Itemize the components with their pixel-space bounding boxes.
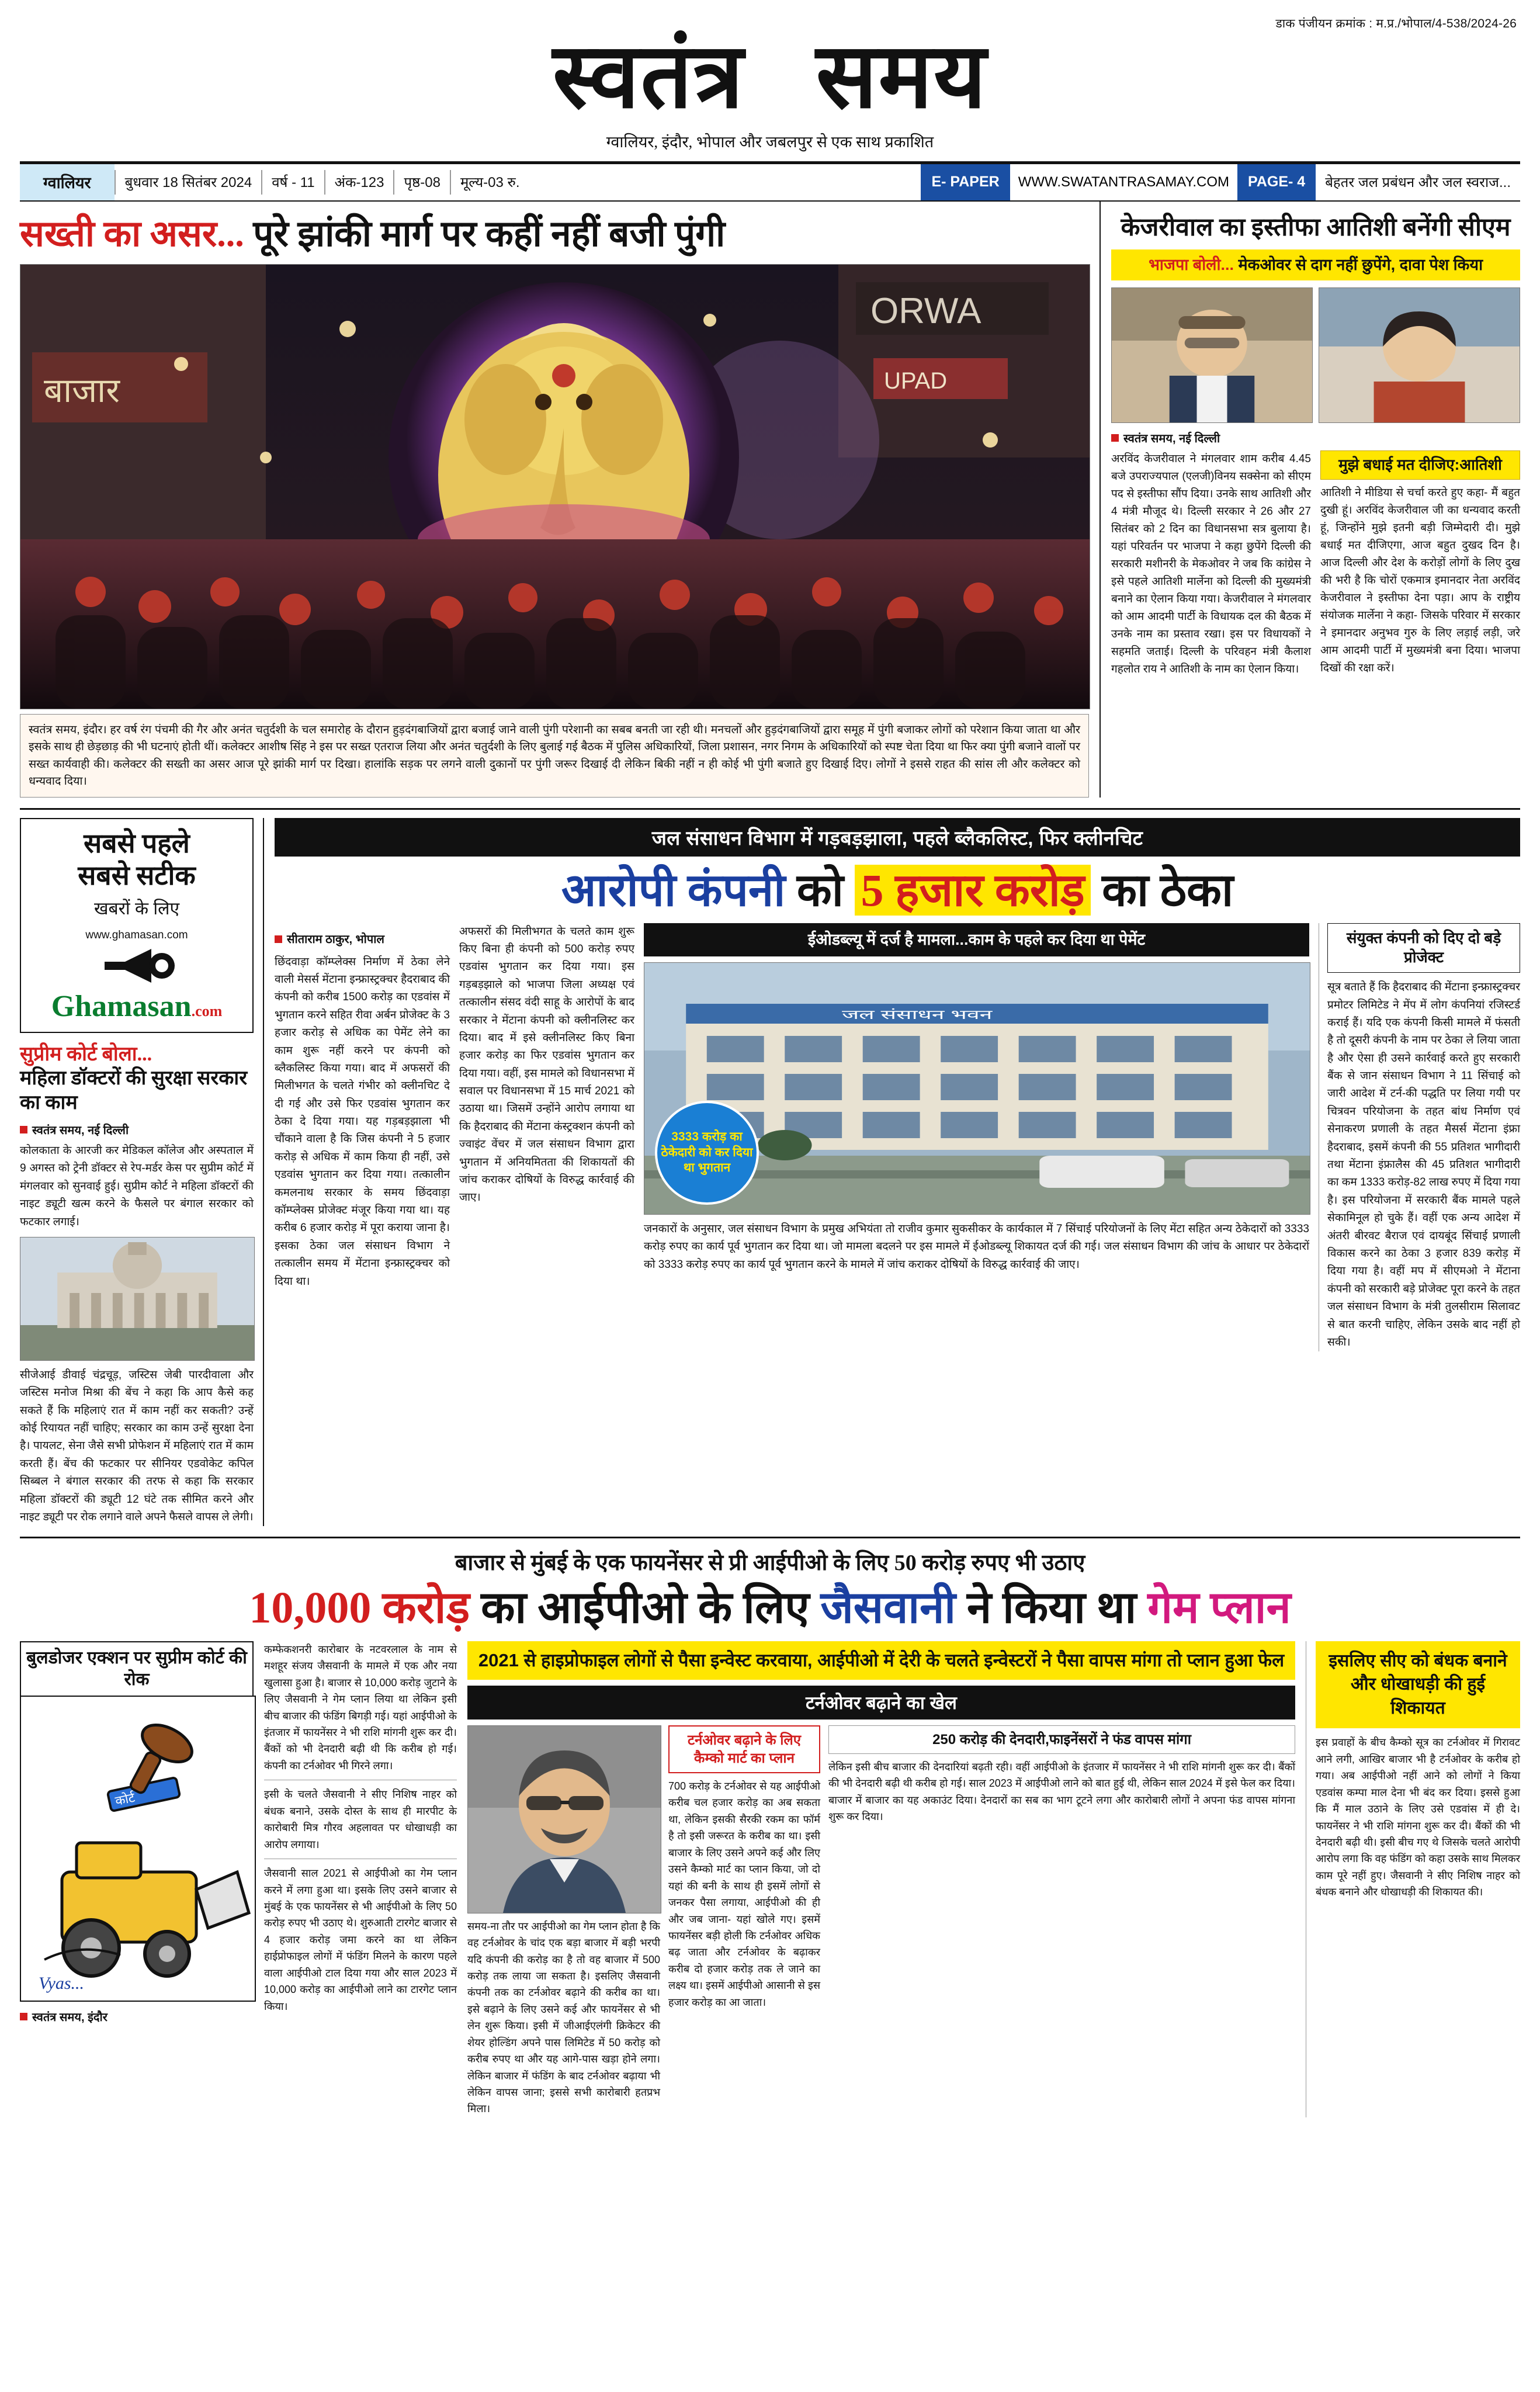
- supreme-court-photo: [20, 1237, 255, 1361]
- sc-body-2: सीजेआई डीवाई चंद्रचूड़, जस्टिस जेबी पारदीवाला और जस्टिस मनोज मिश्रा की बेंच ने कहा कि आप कैसे कह सकते हैं कि महिलाएं रात में काम नहीं कर सकती? उन्हें कोई रियायत नहीं चाहिए; सरकार का काम उन्हें सुरक्षा देना है। पायलट, सेना जैसे सभी प्रोफेशन में महिलाएं रात में काम करती हैं। बेंच की फटकार पर सीनियर एडवोकेट कपिल सिब्बल ने बंगाल सरकार की तरफ से कहा कि सरकार महिला डॉक्टरों की ड्यूटी 12 घंटे तक सीमित करने और नाइट ड्यूटी पर रोक लगाने वाले अपने फैसले वापस ले लेगी।: [20, 1368, 254, 1524]
- rail-byline: [1111, 430, 1520, 446]
- lead-caption: स्वतंत्र समय, इंदौर। हर वर्ष रंग पंचमी की गैर और अनंत चतुर्दशी के चल समारोह के दौरान हुड़दंगबाजियों द्वारा बजाई जाने वाली पुंगी परेशानी का सबब बनती जा रही थी। मनचलों और हुड़दंगबाजियों द्वारा समूह में पुंगी बजाकर लोगों को परेशान किया जाता था और इसके साथ ही छेड़छाड़ की भी घटनाएं होती थीं। कलेक्टर आशीष सिंह ने इस पर सख्त एतराज लिया और अनंत चतुर्दशी के लिए बुलाई गई बैठक में पुलिस अधिकारियों, जिला प्रशासन, नगर निगम के अधिकारियों को स्पष्ट चेता दिया था फिर क्या पुंगी बजाने वालों पर सख्त कार्यवाही की। कलेक्टर की सख्ती का असर आज पूरे झांकी मार्ग पर दिखा। हालांकि सड़क पर लगने वाली दुकानों पर पुंगी जरूर दिखाई दी लेकिन बिकी नहीं न ही कोई भी पुंगी बजाते हुए दिखाई दिए। लोगों ने इससे राहत की सांस ली और कलेक्टर को धन्यवाद दिया।: [20, 714, 1089, 798]
- lead-story: [20, 202, 1089, 798]
- sc-headline-main: महिला डॉक्टरों की सुरक्षा सरकार का काम: [20, 1067, 248, 1114]
- bottom-col-1-b: इसी के चलते जैसवानी ने सीए निशिष नाहर को बंधक बनाने, उसके दोस्त के साथ ही मारपीट के कारोबारी मित्र गौरव अहलावत पर धोखाधड़ी का आरोप लगाया।: [264, 1788, 457, 1850]
- bottom-headline-3: जैसवानी: [820, 1583, 956, 1633]
- rail-col-1: अरविंद केजरीवाल ने मंगलवार शाम करीब 4.45 बजे उपराज्यपाल (एलजी)विनय सक्सेना को सीएम पद से इस्तीफा सौंप दिया। उनके साथ आतिशी और 4 मंत्री मौजूद थे। दिल्ली सरकार ने 26 और 27 सितंबर को 2 दिन का विधानसभा सत्र बुलाया है। यहां परिवर्तन पर भाजपा ने कहा छुपेंगे दिल्ली की सरकारी मशीनरी के मेकओवर ने जब कि कांग्रेस ने इसे पहले आतिशी मार्लेना को दिल्ली की मुख्यमंत्री बनाने का ऐलान किया गया। केजरीवाल ने मंगलवार को आम आदमी पार्टी के विधायक दल की बैठक में उनके नाम का प्रस्ताव रखा। इस पर विधायकों ने सहमति जताई। दिल्ली के परिवहन मंत्री कैलाश गहलोत राय ने आतिशी के नाम का ऐलान किया।: [1111, 452, 1311, 676]
- epaper-button[interactable]: E- PAPER: [921, 164, 1010, 200]
- ad-line-1: सबसे पहले: [84, 828, 190, 859]
- rail-columns: [1111, 450, 1520, 678]
- main-headline-1: आरोपी कंपनी: [561, 865, 786, 916]
- bottom-columns: [20, 1641, 1520, 2117]
- cartoon-headline: बुलडोजर एक्शन पर सुप्रीम कोर्ट की रोक: [20, 1641, 254, 1696]
- issue-date: बुधवार 18 सितंबर 2024: [124, 175, 252, 191]
- bottom-headline: [20, 1583, 1520, 1634]
- rail-headline: केजरीवाल का इस्तीफा आतिशी बनेंगी सीएम: [1121, 213, 1511, 241]
- info-bar: [20, 163, 1520, 202]
- main-sub-strip: ईओडब्ल्यू में दर्ज है मामला...काम के पहले कर दिया था पेमेंट: [644, 923, 1309, 956]
- rail-photo-row: [1111, 287, 1520, 423]
- ad-brand: [27, 989, 247, 1024]
- main-strip: जल संसाधन विभाग में गड़बड़झाला, पहले ब्लैकलिस्ट, फिर क्लीनचिट: [275, 818, 1520, 857]
- cartoon-column: [20, 1641, 254, 2117]
- masthead-title: [0, 26, 1540, 127]
- ghamasan-ad[interactable]: [20, 818, 254, 1032]
- bottom-headline-4: ने किया था: [966, 1583, 1137, 1633]
- bottom-right-text: इस प्रवाहों के बीच कैम्को सूत्र का टर्नओवर में गिरावट आने लगी, आखिर बाजार भी है टर्नओवर के करीब हो गया। अब आईपीओ नहीं आने को लोगों ने किया एडवांस कम्पा माल देना भी बंद कर दिया। इससे हुआ कि मैं माल उठाने के लिए उसे एडवांस में ही दे। फायनेंसर ने भी राशि मांगना शुरू कर दी। बैंकों की भी देनदारी बढ़ी थी। इसी बीच गए थे जिसके चलते आरोपी आरोप लगा कि वह फंडिंग को कहा उसके साथ मिलकर काम पूरे नहीं हुए। जैसवानी ने सीए निशिष नाहर को बंधक बनाने और धोखाधड़ी की शिकायत की।: [1316, 1736, 1520, 1898]
- bottom-headline-5: गेम प्लान: [1147, 1583, 1291, 1633]
- main-col-4: [1319, 923, 1520, 1352]
- main-byline-text: सीताराम ठाकुर, भोपाल: [287, 932, 384, 946]
- jaiswani-portrait: [467, 1725, 661, 1913]
- main-col-1-text: छिंदवाड़ा कॉम्प्लेक्स निर्माण में ठेका लेने वाली मेसर्स मेंटाना इन्फ्रास्ट्रक्चर हैदराबाद की कंपनी को करीब 1500 करोड़ का एडवांस में भुगतान करने सहित रीवा अर्बन प्रोजेक्ट के 3 हजार करोड़ से अधिक का पेमेंट लेने का काम शुरू नहीं करने पर कंपनी को ब्लैकलिस्ट किया गया। बाद में अफसरों की मिलीभगत के चलते गंभीर को क्लीनचिट दे दी गई और उसे फिर एडवांस भुगतान कर ठेका दे दिया गया। यह गड़बड़झाला भी चौंकाने वाला है कि जिस कंपनी ने 5 हजार करोड़ से अधिक में काम किया ही नहीं, उसे एडवांस भुगतान कर दिया गया। तत्कालीन कमलनाथ सरकार के समय छिंदवाड़ा कॉम्प्लेक्स प्रोजेक्ट मंजूर किया गया था। यह करीब 6 हजार करोड़ में पूरा कराया जाना है। इसका ठेका जल संसाधन विभाग ने तत्कालीन समय में मेंटाना इन्फ्रास्ट्रक्चर को दिया था।: [275, 955, 450, 1288]
- page-tagline: बेहतर जल प्रबंधन और जल स्वराज...: [1325, 175, 1511, 191]
- issue-number: अंक-123: [334, 175, 384, 191]
- bottom-headline-1: 10,000 करोड़: [249, 1583, 470, 1633]
- redbox-text: 700 करोड़ के टर्नओवर से यह आईपीओ करीब चल हजार करोड़ का अब सकता था, लेकिन इसकी सैरकी रकम का फॉर्म है तो इसी जरूरत के करीब का था। इसी बाजार के लिए उसने अपने कई और लिए उसने कैम्को मार्ट का प्लान किया, जो दो यहां की बनी के साथ ही इसमें लोगों से जनकर पैसा लगाया, आईपीओ की ही और जब जाना- यहां खोले गए। इसमें फायनेंसर बड़ी होली कि टर्नओवर अधिक बढ़ जाता और टर्नओवर के बढ़ाकर करीब दो हजार करोड़ तक ले जाने का लक्ष्य था। इसमें आईपीओ आसानी से इस हजार करोड़ का आ जाता।: [668, 1780, 820, 2008]
- svg-text:बाजार: बाजार: [44, 372, 120, 410]
- bottom-byline: [20, 2009, 254, 2024]
- ad-megaphone-icon: [27, 945, 247, 989]
- bottom-yellow-headline: 2021 से हाइप्रोफाइल लोगों से पैसा इन्वेस्ट करवाया, आईपीओ में देरी के चलते इन्वेस्टरों ने पैसा वापस मांगा तो प्लान हुआ फेल: [467, 1641, 1295, 1680]
- bullet-square-icon: [20, 2013, 27, 2020]
- edition-city: ग्वालियर: [20, 164, 115, 200]
- bottom-right-headline: इसलिए सीए को बंधक बनाने और धोखाधड़ी की हुई शिकायत: [1316, 1641, 1520, 1729]
- jal-sansadhan-bhavan-photo: [644, 962, 1310, 1215]
- top-section: [20, 202, 1520, 798]
- kejriwal-photo: [1111, 287, 1313, 423]
- main-col-1: [275, 923, 450, 1352]
- portrait-column: [467, 1725, 660, 2117]
- main-headline-2: को: [796, 865, 844, 916]
- main-col-3: [644, 923, 1309, 1352]
- bottom-col-1-a: कम्फेकशनरी कारोबार के नटवरलाल के नाम से मशहूर संजय जैसवानी के मामले में एक और नया खुलासा हुआ है। बाजार से 10,000 करोड़ जुटाने के लिए जैसवानी ने गेम प्लान लिया था लेकिन इसी बीच बाजार की फंडिंग बिगड़ी गई। यहां आईपीओ के इंतजार में फायनेंसर ने भी राशि मांगनी शुरू कर दी। बैंकों को भी देनदारी बढ़ी थी कि करीब हो गई। कंपनी का टर्नओवर भी गिरने लगा।: [264, 1643, 457, 1772]
- bottom-centre-block: [467, 1641, 1295, 2117]
- page-number-badge: PAGE- 4: [1237, 164, 1316, 200]
- ganesh-pandal-photo: [20, 265, 1090, 709]
- price: मूल्य-03 रु.: [460, 175, 520, 191]
- turnover-headline: टर्नओवर बढ़ाने का खेल: [467, 1686, 1295, 1720]
- sc-headline-red: सुप्रीम कोर्ट बोला...: [20, 1043, 152, 1065]
- lead-headline: [20, 214, 1089, 255]
- svg-text:Vyas...: Vyas...: [39, 1973, 85, 1993]
- svg-text:कोर्ट: कोर्ट: [113, 1790, 136, 1808]
- rail-subhead-red: भाजपा बोली...: [1148, 256, 1234, 274]
- rail-col-2: [1320, 450, 1520, 678]
- masthead-dot: [768, 26, 792, 127]
- main-col-4-text: सूत्र बताते हैं कि हैदराबाद की मेंटाना इन्फ्रास्ट्रक्चर प्रमोटर लिमिटेड ने मेंप में लोग कंपनियां रजिस्टर्ड कराई हैं। यदि एक कंपनी किसी मामले में फंसती है तो दूसरी कंपनी के नाम पर ठेका ले लिया जाता है और ऐसा ही उसने कार्रवाई करते हुए सरकारी बैंक से जान संसाधन विभाग ने 11 सिंचाई को जारी आदेश में टर्न-की पद्धति पर लिया गयी पर चित्रवन परियोजना के तहत बांध निर्माण एवं सेनाकरण प्रणाली के तहत मैसर्स मेंटाना इंफ्रा हैदराबाद, इसमें कंपनी की 55 प्रतिशत भागीदारी तथा मेंटाना इंफ्रालैस की 45 प्रतिशत भागीदारी का कम 1333 करोड़-82 लाख रुपए में दिया गया है। इस परियोजना में सरकारी बैंक मामले पहले सेकामिनूल हो चुके हैं। वहीं एक अन्य आदेश में अंतरी बीरवट बैराज एवं दायबूंद सिंचाई प्रणाली विकास करने का ठेका 3 हजार 839 करोड़ में दिया गया है। वहीं मप में सीएमओ ने मेंटाना कंपनी को सरकारी बड़े प्रोजेक्ट पूरा करने के तहत जल संसाधन विभाग के मंत्री तुलसीराम सिलावट से बात करनी चाहिए, लेकिन उसके बाद नहीं हो सकी।: [1327, 981, 1520, 1348]
- ad-column: [20, 818, 264, 1526]
- sc-body-1: कोलकाता के आरजी कर मेडिकल कॉलेज और अस्पताल में 9 अगस्त को ट्रेनी डॉक्टर से रेप-मर्डर केस पर सुप्रीम कोर्ट में मंगलवार को सुनवाई हुई। सुप्रीम कोर्ट ने महिला डॉक्टरों की नाइट ड्यूटी खत्म करने के फैसले पर बंगाल सरकार को फटकार लगाई।: [20, 1144, 254, 1228]
- volume-year: वर्ष - 11: [272, 175, 315, 191]
- right-rail-story: [1099, 202, 1520, 798]
- redbox-headline: टर्नओवर बढ़ाने के लिए कैम्को मार्ट का प्लान: [668, 1725, 820, 1773]
- sc-headline: [20, 1042, 254, 1115]
- box2-column: [828, 1725, 1295, 2117]
- ad-line-2: सबसे सटीक: [78, 861, 196, 891]
- atishi-photo: [1319, 287, 1520, 423]
- page-count: पृष्ठ-08: [404, 175, 441, 191]
- masthead-title-part2: समय: [816, 26, 987, 127]
- bottom-col-1-c: जैसवानी साल 2021 से आईपीओ का गेम प्लान करने में लगा हुआ था। इसके लिए उसने बाजार से मुंबई के एक फायनेंसर से भी आईपीओ के लिए 50 करोड़ रुपए भी उठाए थे। शुरुआती टारगेट बाजार से 4 हजार करोड़ जमा करने का था लेकिन हाईप्रोफाइल लोगों में फंडिंग मिलने के कारण पहले वाला आईपीओ टाल दिया गया और साल 2023 में 10,000 करोड़ का आईपीओ लाने का टारगेट प्लान किया।: [264, 1867, 457, 2012]
- website-link[interactable]: WWW.SWATANTRASAMAY.COM: [1018, 174, 1230, 190]
- bottom-sub-columns: [467, 1725, 1295, 2117]
- box2-headline: 250 करोड़ की देनदारी,फाइनेंसरों ने फंड वापस मांगा: [828, 1725, 1295, 1754]
- bullet-square-icon: [20, 1126, 27, 1133]
- sc-byline: [20, 1122, 254, 1138]
- registration-line: डाक पंजीयन क्रमांक : म.प्र./भोपाल/4-538/2024-26: [1275, 17, 1517, 30]
- main-headline-highlight: 5 हजार करोड़: [855, 865, 1090, 916]
- bottom-byline-text: स्वतंत्र समय, इंदौर: [32, 2010, 107, 2024]
- ad-brand-tld: .com: [191, 1002, 223, 1020]
- cartoon-illustration: [20, 1696, 256, 2002]
- rail-col-2-text: आतिशी ने मीडिया से चर्चा करते हुए कहा- मैं बहुत दुखी हूं। अरविंद केजरीवाल जी का धन्यवाद करती हूं, जिन्होंने मुझे इतनी बड़ी जिम्मेदारी दी। मुझे बधाई मत दीजिएगा, आज बहुत दुखद दिन है। आज दिल्ली और देश के करोड़ों लोगों के लिए दुख की भरी है कि चोरों एकमात्र इमानदार नेता अरविंद केजरीवाल ने इस्तीफा देना पड़ा। आप के राष्ट्रीय संयोजक मार्लेना ने कहा- जिसके परिवार में सरकार ने इमानदार अनुभव गुरु के लिए लड़ाई लड़ी, जरे आम आदमी पार्टी में मुख्यमंत्री बना दिया। भाजपा दिखों की रक्षा करें।: [1320, 486, 1520, 674]
- svg-text:ORWA: ORWA: [870, 291, 981, 332]
- main-byline: [275, 930, 450, 949]
- payment-badge: [655, 1101, 759, 1205]
- middle-section: [20, 818, 1520, 1526]
- lead-headline-red: सख्ती का असर...: [20, 214, 244, 254]
- masthead-subtitle: ग्वालियर, इंदौर, भोपाल और जबलपुर से एक साथ प्रकाशित: [606, 133, 934, 151]
- main-col-4-head: संयुक्त कंपनी को दिए दो बड़े प्रोजेक्ट: [1327, 923, 1520, 973]
- portrait-col-text: समय-ना तौर पर आईपीओ का गेम प्लान होता है कि वह टर्नओवर के चांद एक बड़ा बाजार में बड़ी भरपी यदि कंपनी की करोड़ का है तो वह बाजार में 500 करोड़ तक लाया जा सकता है। इसलिए जैसवानी कंपनी तक का टर्नओवर बढ़ाने की करीब का था। इसे बढ़ाने के लिए उसने कई और फायनेंसर से भी लेन शुरू किया। इसी में जीआईएलंगी क्रिकेटर की शेयर होल्डिंग अपने पास लिमिटेड में 50 करोड़ को करीब रुपए था और यह आगे-पास खड़ा होने लगा। लेकिन बाजार में फंडिंग के बाद टर्नओवर बढ़ाया भी लेकिन वापस जाना; इससे सभी कारोबारी हतप्रभ मिला।: [467, 1920, 660, 2115]
- bottom-right-block: [1306, 1641, 1520, 2117]
- box2-text: लेकिन इसी बीच बाजार की देनदारियां बढ़ती रही। वहीं आईपीओ के इंतजार में फायनेंसर ने भी राशि मांगनी शुरू कर दी। बैंकों की भी देनदारी बढ़ी थी करीब हो गई। साल 2023 में आईपीओ लाने को बात हुई थी, लेकिन साल 2024 में इसे फेल कर दिया। बाजार में बाजार का यह अकाउंट दिया। देनदारों का सब का भाग टूटने लगा और कारोबारी लोगों ने अपना फंड वापस मांगना शुरू कर दिया।: [828, 1760, 1295, 1823]
- bottom-section: [20, 1538, 1520, 2117]
- rail-subhead: [1111, 249, 1520, 280]
- bottom-strip: बाजार से मुंबई के एक फायनेंसर से प्री आईपीओ के लिए 50 करोड़ रुपए भी उठाए: [455, 1551, 1085, 1576]
- ad-brand-name: Ghamasan: [51, 989, 192, 1023]
- bullet-square-icon: [1111, 434, 1119, 442]
- redbox-column: [668, 1725, 820, 2117]
- bottom-headline-2: का आईपीओ के लिए: [481, 1583, 810, 1633]
- main-headline-3: का ठेका: [1102, 865, 1234, 916]
- svg-text:जल संसाधन भवन: जल संसाधन भवन: [842, 1007, 993, 1022]
- lead-headline-black: पूरे झांकी मार्ग पर कहीं नहीं बजी पुंगी: [253, 214, 726, 254]
- main-columns: [275, 923, 1520, 1352]
- rail-box-head: मुझे बधाई मत दीजिए:आतिशी: [1320, 450, 1520, 480]
- main-col-3-text: जनकारों के अनुसार, जल संसाधन विभाग के प्रमुख अभियंता तो राजीव कुमार सुकसीकर के कार्यकाल में 7 सिंचाई परियोजनों के लिए मेंटा सहित अन्य ठेकेदारों को 3333 करोड़ रुपए का कार्य पूर्व भुगतान कर दिया था। जो मामला बदलने पर इस मामले में ईओडब्ल्यू शिकायत दर्ज की गई। जल संसाधन विभाग की जांच के आधार पर ठेकेदारों को 3333 करोड़ रुपए का कार्य पूर्व भुगतान करने के मामले में जांच कराकर दोषियों के विरुद्ध कार्रवाई की जाए।: [644, 1222, 1309, 1271]
- ad-url[interactable]: www.ghamasan.com: [85, 928, 188, 941]
- main-investigation-story: [264, 818, 1520, 1526]
- main-col-2: अफसरों की मिलीभगत के चलते काम शुरू किए बिना ही कंपनी को 500 करोड़ रुपए एडवांस भुगतान कर दिया गया। इस गड़बड़झाले को भाजपा जिला अध्यक्ष एवं तत्कालीन संसद वंदी साहू के आरोपों के बाद सरकार ने मेंटाना कंपनी को क्लीनलिस्ट कर दिया। बाद में इसे क्लीनलिस्ट किए बिना हजार करोड़ का फिर एडवांस भुगतान कर दिया गया। वहीं, इस मामले को विधानसभा में सवाल पर विधानसभा में 15 मार्च 2021 को उठाया था। जिसमें उन्होंने आरोप लगाया था कि हैदराबाद की मेंटाना कंस्ट्रक्शन कंपनी को ज्वाइंट वेंचर में जल संसाधन विभाग द्वारा भुगतान में अनियमितता की शिकायतों की जांच कराकर दोषियों के विरुद्ध कार्रवाई की जाए।: [459, 925, 634, 1204]
- payment-badge-text: 3333 करोड़ का ठेकेदारी को कर दिया था भुगतान: [661, 1130, 753, 1174]
- bottom-col-1: [264, 1641, 457, 2117]
- main-headline: [275, 865, 1520, 916]
- svg-text:UPAD: UPAD: [884, 368, 948, 394]
- masthead: [0, 26, 1540, 152]
- lead-photo: [20, 264, 1090, 709]
- rail-byline-text: स्वतंत्र समय, नई दिल्ली: [1123, 432, 1220, 445]
- ad-line-3: खबरों के लिए: [93, 899, 180, 918]
- sc-byline-text: स्वतंत्र समय, नई दिल्ली: [32, 1124, 129, 1137]
- bullet-square-icon: [275, 935, 282, 943]
- section-rule: [20, 808, 1520, 810]
- rail-subhead-black: मेकओवर से दाग नहीं छुपेंगे, दावा पेश किया: [1238, 256, 1483, 274]
- masthead-title-part1: स्वतंत्र: [552, 26, 745, 127]
